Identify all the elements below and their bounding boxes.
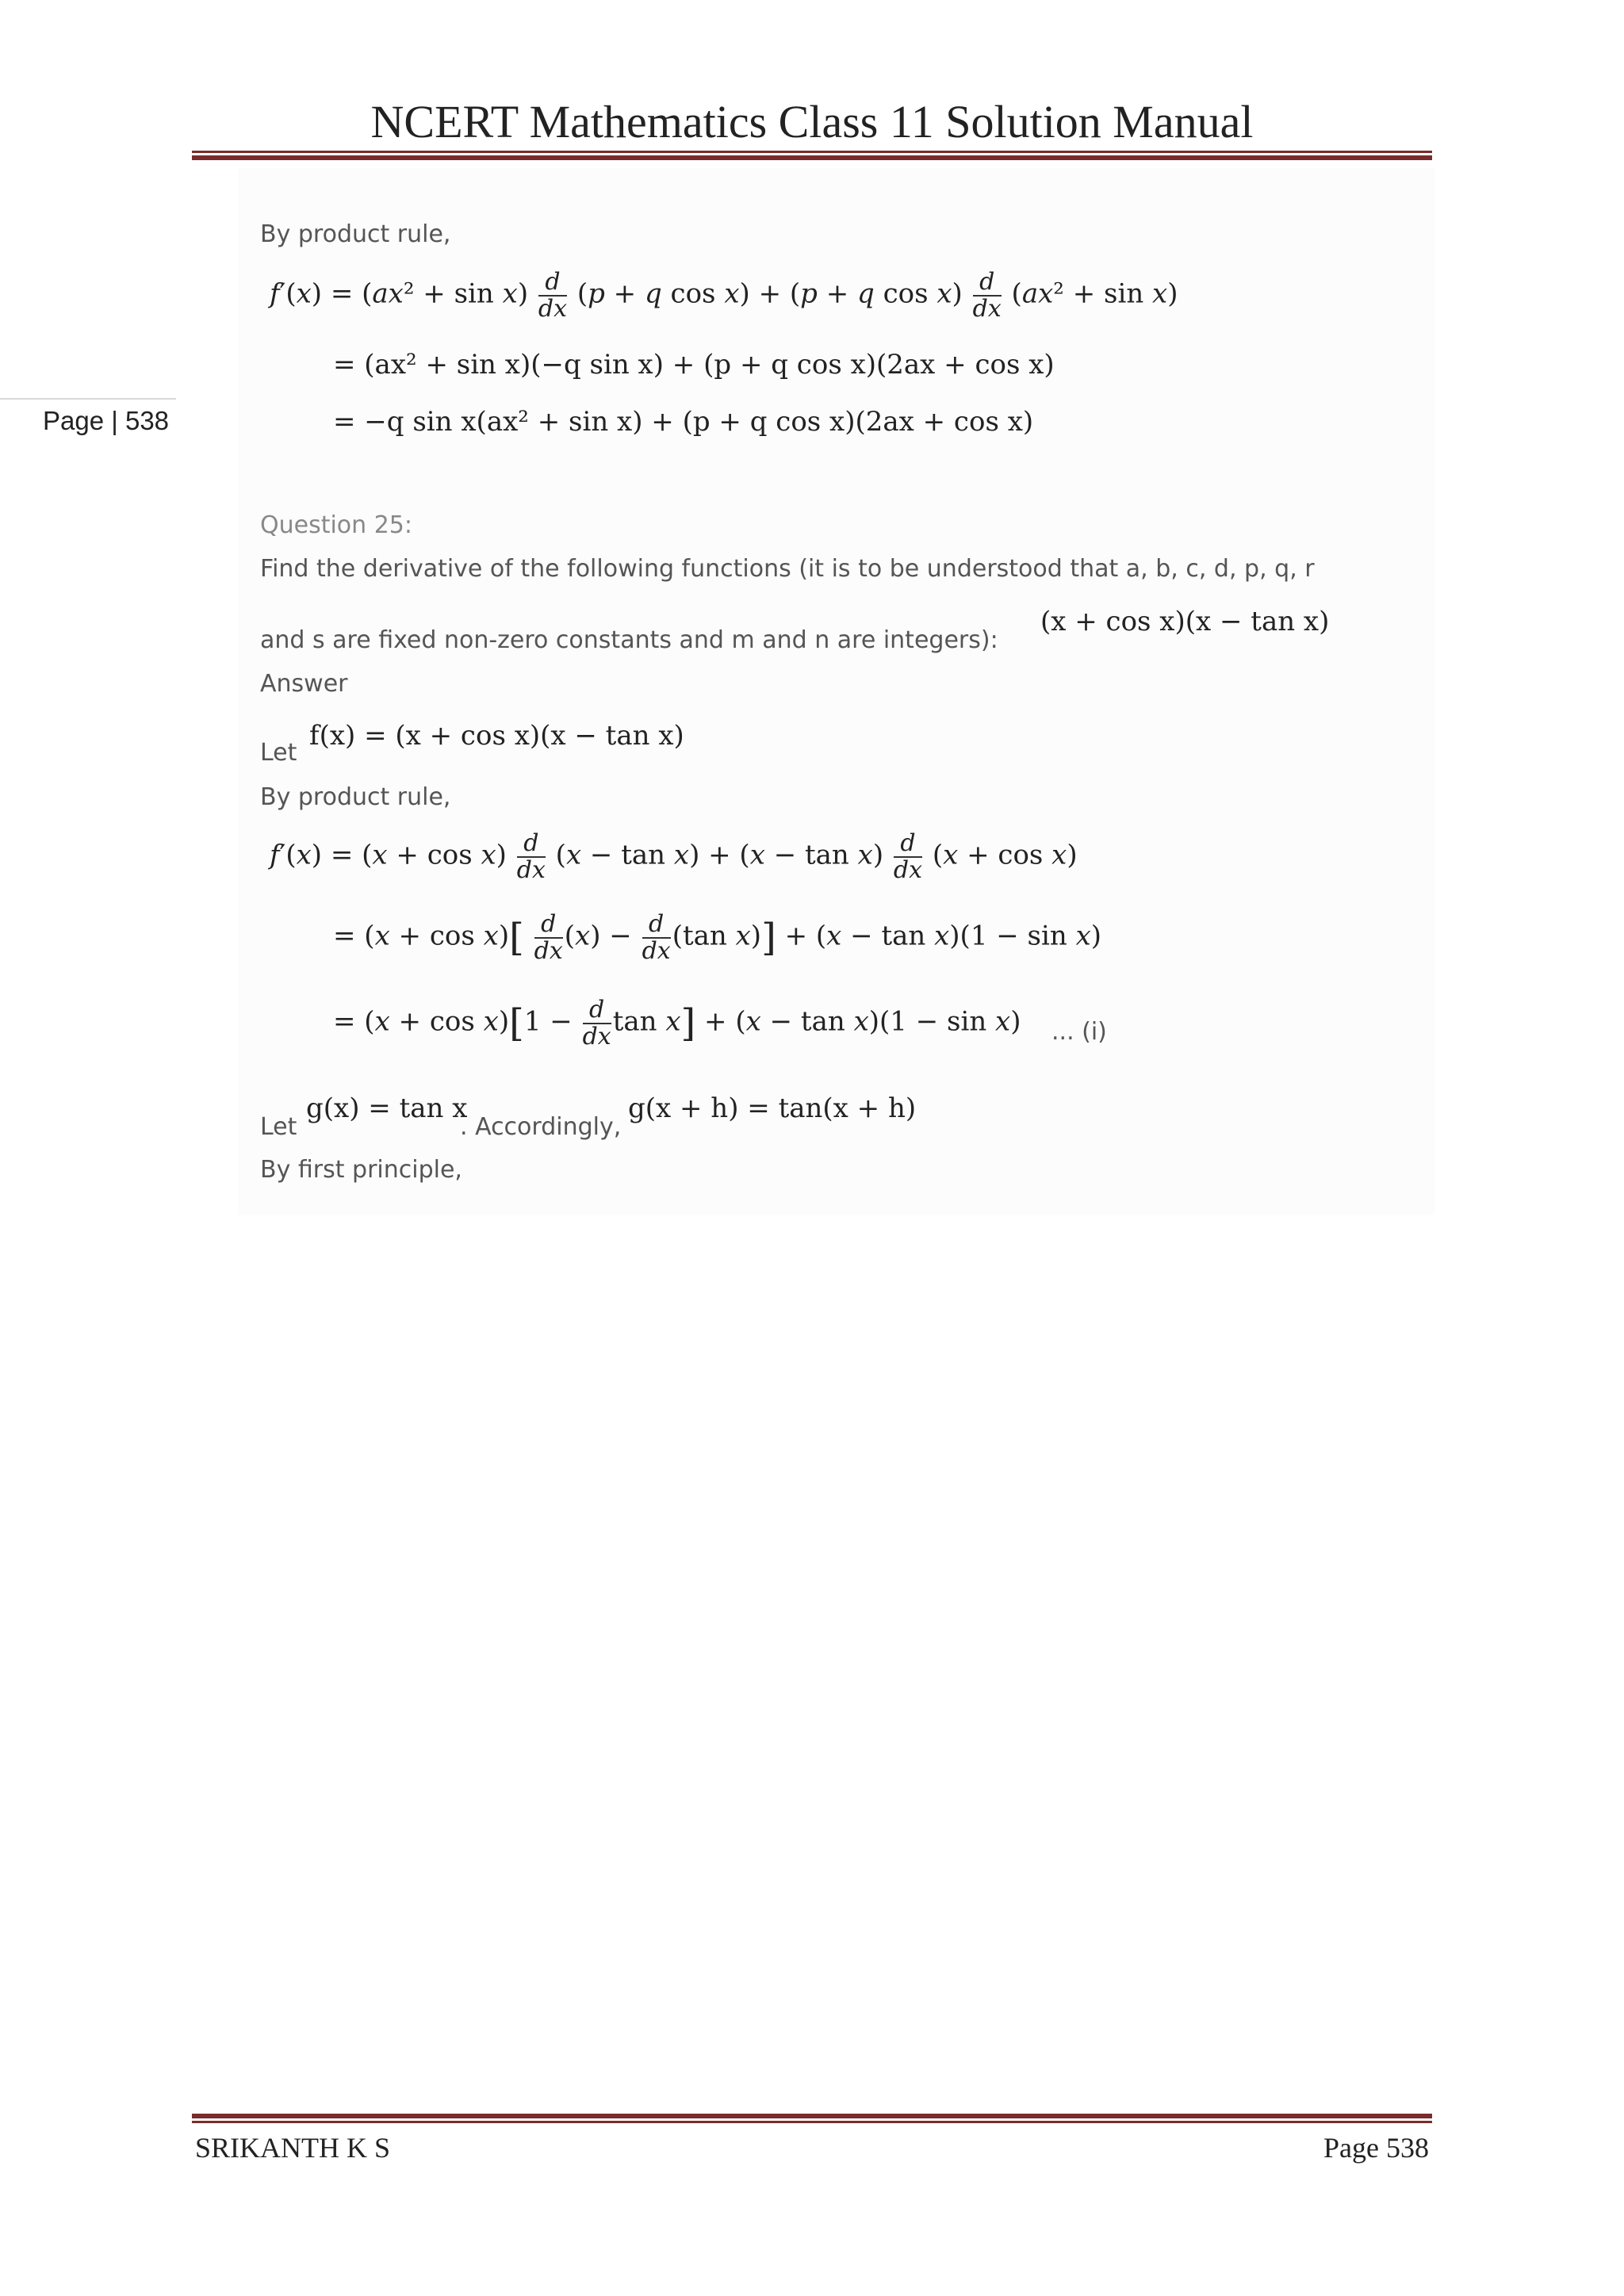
footer-rule-bottom [192, 2121, 1432, 2123]
equation-tag: ... (i) [1051, 1018, 1107, 1046]
product-rule-text-1: By product rule, [260, 220, 451, 248]
equation-line-1: f′(x) = (ax² + sin x) $\frac{d}{dx}$ (p + q cos x) + (p + q cos x) $\frac{d}{dx}$ (ax² + sin x) [270, 268, 1178, 323]
side-rule [0, 398, 176, 400]
let-expression-2: g(x) = tan x [306, 1093, 468, 1124]
side-page-label: Page | 538 [43, 406, 170, 435]
question-expression: (x + cos x)(x − tan x) [1040, 606, 1330, 637]
fraction-d-dx: $\frac{d}{dx}$ [534, 910, 563, 965]
fraction-d-dx: $\frac{d}{dx}$ [538, 268, 568, 323]
product-rule-text-2: By product rule, [260, 783, 451, 811]
footer-author: SRIKANTH K S [195, 2132, 391, 2164]
header-rule-top [192, 151, 1432, 153]
let-expression-1: f(x) = (x + cos x)(x − tan x) [309, 720, 684, 752]
question-label: Question 25: [260, 511, 412, 539]
content-panel [238, 168, 1435, 1215]
let-expression-2b: g(x + h) = tan(x + h) [628, 1093, 917, 1124]
page-header-title: NCERT Mathematics Class 11 Solution Manual [370, 96, 1254, 147]
question-text-2: and s are fixed non-zero constants and m and n are integers): [260, 626, 998, 654]
first-principle-text: By first principle, [260, 1156, 462, 1184]
footer-rule-top [192, 2114, 1432, 2118]
let-prefix-2: Let [260, 1113, 297, 1141]
equation-line-3: = −q sin x(ax² + sin x) + (p + q cos x)(2ax + cos x) [333, 406, 1034, 438]
equation-line-2: = (ax² + sin x)(−q sin x) + (p + q cos x)(2ax + cos x) [333, 349, 1055, 381]
equation-2-line-3: = (x + cos x)[1 − $\frac{d}{dx}$ tan x] + (x − tan x)(1 − sin x) [333, 996, 1021, 1050]
question-text-1: Find the derivative of the following functions (it is to be understood that a, b, c, d, p, q, r [260, 555, 1315, 583]
accordingly-text: . Accordingly, [460, 1113, 622, 1141]
fraction-d-dx: $\frac{d}{dx}$ [972, 268, 1002, 323]
header-rule-bottom [192, 155, 1432, 160]
footer-page-number: Page 538 [1323, 2132, 1429, 2164]
equation-2-line-1: f′(x) = (x + cos x) $\frac{d}{dx}$ (x − tan x) + (x − tan x) $\frac{d}{dx}$ (x + cos x) [270, 829, 1078, 884]
fraction-d-dx: $\frac{d}{dx}$ [516, 829, 546, 884]
fraction-d-dx: $\frac{d}{dx}$ [582, 996, 611, 1050]
equation-2-line-2: = (x + cos x)[ $\frac{d}{dx}$ (x) − $\frac{d}{dx}$ (tan x)] + (x − tan x)(1 − sin x) [333, 910, 1102, 965]
fraction-d-dx: $\frac{d}{dx}$ [893, 829, 923, 884]
let-prefix-1: Let [260, 739, 297, 767]
fraction-d-dx: $\frac{d}{dx}$ [642, 910, 671, 965]
answer-label: Answer [260, 670, 348, 698]
